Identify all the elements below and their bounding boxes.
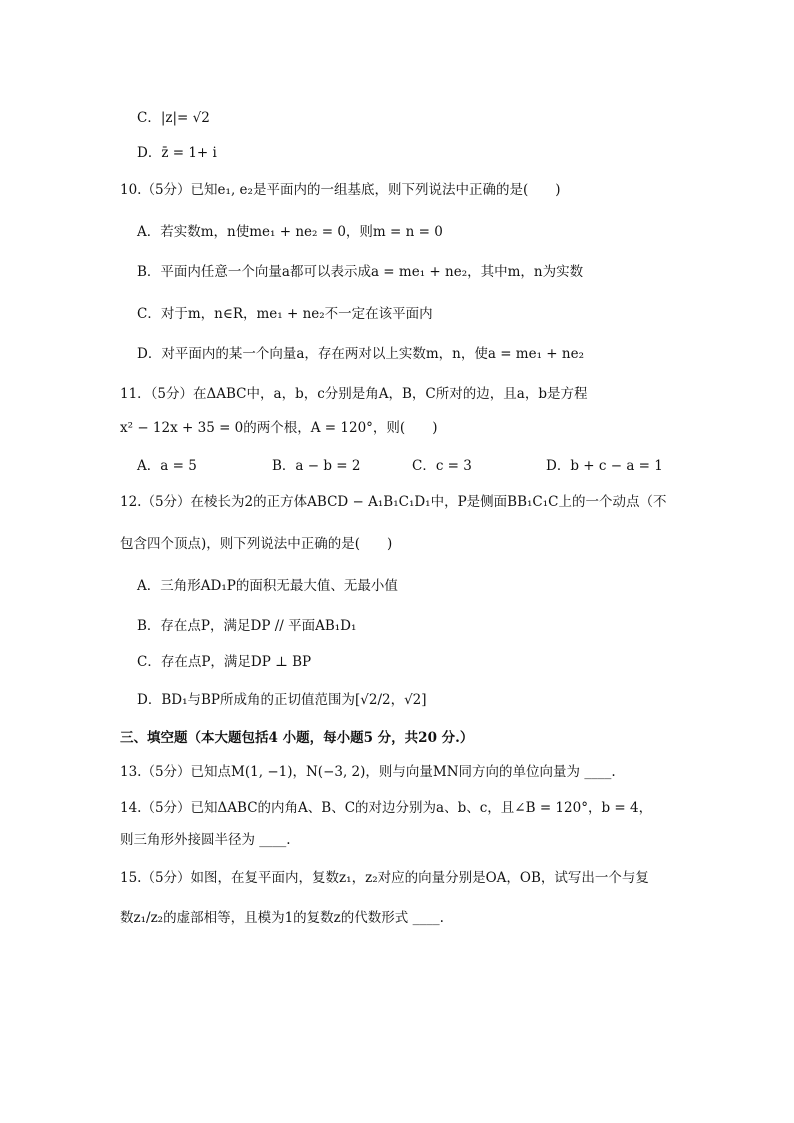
q11-option-a: A．a = 5 xyxy=(137,458,197,474)
q11-option-d: D．b + c − a = 1 xyxy=(546,458,663,474)
question-12-cont: 包含四个顶点)，则下列说法中正确的是( ) xyxy=(120,536,393,552)
question-15-cont: 数z₁/z₂的虚部相等，且模为1的复数z的代数形式 ____. xyxy=(120,910,444,926)
question-12: 12.（5分）在棱长为2的正方体ABCD − A₁B₁C₁D₁中，P是侧面BB₁C₁C上的一个动点（不 xyxy=(120,494,667,510)
question-11-cont: x² − 12x + 35 = 0的两个根，A = 120°，则( ) xyxy=(120,420,438,436)
q10-option-d: D．对平面内的某一个向量a，存在两对以上实数m，n，使a = me₁ + ne₂ xyxy=(137,346,585,362)
question-14: 14.（5分）已知ΔABC的内角A、B、C的对边分别为a、b、c，且∠B = 120°，b = 4， xyxy=(120,800,653,816)
q12-option-a: A．三角形AD₁P的面积无最大值、无最小值 xyxy=(137,578,398,594)
q10-option-a: A．若实数m，n使me₁ + ne₂ = 0，则m = n = 0 xyxy=(137,224,443,240)
question-11: 11．（5分）在ΔABC中，a，b，c分别是角A，B，C所对的边，且a，b是方程 xyxy=(120,386,588,402)
q10-option-b: B．平面内任意一个向量a都可以表示成a = me₁ + ne₂，其中m，n为实数 xyxy=(137,264,584,280)
question-10: 10.（5分）已知e₁, e₂是平面内的一组基底，则下列说法中正确的是( ) xyxy=(120,182,561,198)
question-15: 15.（5分）如图，在复平面内，复数z₁，z₂对应的向量分别是OA，OB，试写出一个与复 xyxy=(120,870,649,886)
q11-option-b: B．a − b = 2 xyxy=(272,458,361,474)
q12-option-b: B．存在点P，满足DP // 平面AB₁D₁ xyxy=(137,618,357,634)
q11-option-c: C．c = 3 xyxy=(412,458,472,474)
line-c9: C．|z|= √2 xyxy=(137,110,210,126)
q10-option-c: C．对于m，n∈R，me₁ + ne₂不一定在该平面内 xyxy=(137,306,433,322)
section-heading-fill-in: 三、填空题（本大题包括4 小题，每小题5 分，共20 分.） xyxy=(120,730,474,746)
question-14-cont: 则三角形外接圆半径为 ____. xyxy=(120,832,291,848)
q12-option-c: C．存在点P，满足DP ⊥ BP xyxy=(137,654,312,670)
question-13: 13.（5分）已知点M(1, −1)，N(−3, 2)，则与向量MN同方向的单位向量为 ____. xyxy=(120,764,616,780)
line-d9: D．z̄ = 1+ i xyxy=(137,145,217,161)
q12-option-d: D．BD₁与BP所成角的正切值范围为[√2/2，√2] xyxy=(137,692,427,708)
